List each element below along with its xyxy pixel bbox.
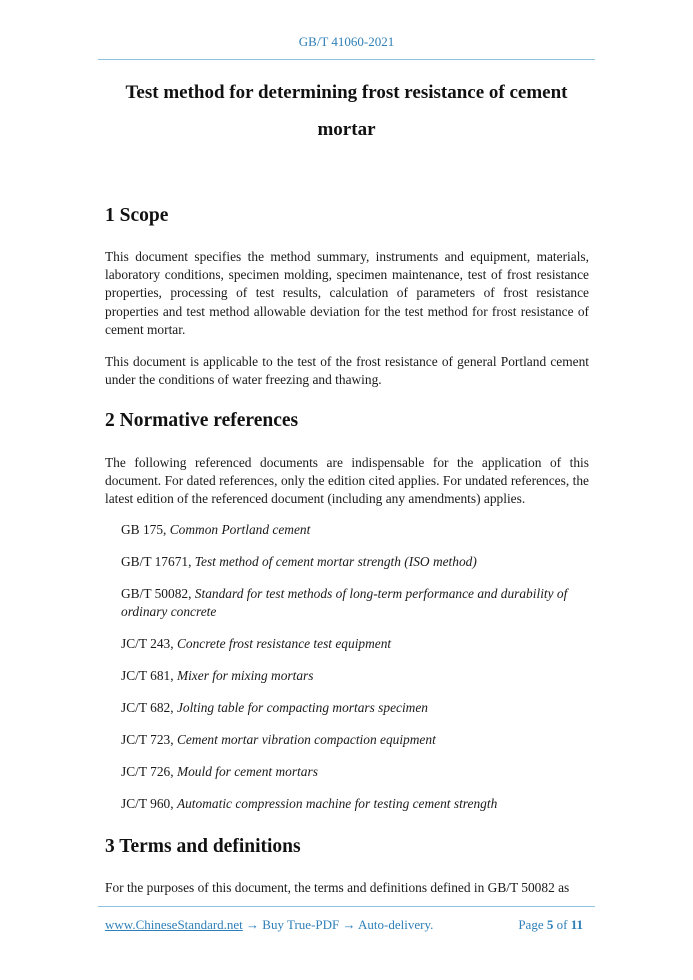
section-heading-terms-definitions: 3 Terms and definitions (105, 836, 301, 857)
reference-title: Common Portland cement (169, 522, 311, 537)
terms-definitions-paragraph: For the purposes of this document, the terms and definitions defined in GB/T 50082 as (105, 880, 570, 895)
reference-title: Jolting table for compacting mortars specimen (176, 700, 428, 715)
reference-item (121, 763, 591, 781)
scope-paragraph-2: This document is applicable to the test of the frost resistance of general Portland cement under the conditions of water freezing and thawing. (105, 354, 589, 388)
reference-title: Standard for test methods of long-term performance and durability of ordinary concrete (121, 586, 568, 620)
page-current: 5 (546, 917, 554, 932)
reference-item (121, 521, 591, 539)
page-total: 11 (570, 917, 583, 932)
reference-item (121, 667, 591, 685)
reference-item (121, 699, 591, 717)
scope-paragraph-1: This document specifies the method summary, instruments and equipment, materials, laboratory conditions, specimen molding, specimen maintenance, test of frost resistance properties, processing of test results, calculation of parameters of frost resistance properties and test method allowable deviation for the test method for frost resistance of cement mortar. (105, 249, 589, 337)
website-link[interactable]: www.ChineseStandard.net (105, 917, 243, 932)
reference-item (121, 731, 591, 749)
section-heading-scope: 1 Scope (105, 205, 169, 226)
footer-promo-text: → Buy True-PDF → Auto-delivery. (242, 917, 434, 932)
page-indicator (518, 917, 583, 933)
reference-item (121, 553, 591, 571)
reference-code: GB/T 17671, (121, 554, 195, 569)
reference-code: GB/T 50082, (121, 586, 195, 601)
page-label: Page (518, 917, 544, 932)
page-header (98, 0, 595, 60)
document-title-line1: Test method for determining frost resistance of cement (125, 82, 568, 103)
reference-code: JC/T 960, (121, 796, 177, 811)
reference-title: Concrete frost resistance test equipment (176, 636, 392, 651)
reference-title: Mould for cement mortars (176, 764, 318, 779)
reference-item (121, 795, 591, 813)
reference-code: JC/T 723, (121, 732, 177, 747)
reference-item (121, 585, 591, 621)
reference-title: Test method of cement mortar strength (ISO method) (194, 554, 477, 569)
reference-title: Cement mortar vibration compaction equipment (176, 732, 436, 747)
reference-item (121, 635, 591, 653)
reference-code: JC/T 682, (121, 700, 177, 715)
footer-divider (98, 906, 595, 907)
page-footer (105, 917, 589, 933)
section-heading-normative-references: 2 Normative references (105, 410, 299, 431)
normative-references-intro: The following referenced documents are indispensable for the application of this document. For dated references, only the edition cited applies. For undated references, the latest edition of the referenced document (including any amendments) applies. (105, 455, 589, 507)
reference-code: JC/T 243, (121, 636, 177, 651)
reference-title: Automatic compression machine for testing cement strength (176, 796, 498, 811)
document-title-line2: mortar (317, 119, 376, 140)
reference-code: GB 175, (121, 522, 170, 537)
reference-code: JC/T 726, (121, 764, 177, 779)
reference-code: JC/T 681, (121, 668, 177, 683)
page-of: of (556, 917, 568, 932)
reference-title: Mixer for mixing mortars (176, 668, 314, 683)
doc-code: GB/T 41060-2021 (298, 34, 395, 49)
